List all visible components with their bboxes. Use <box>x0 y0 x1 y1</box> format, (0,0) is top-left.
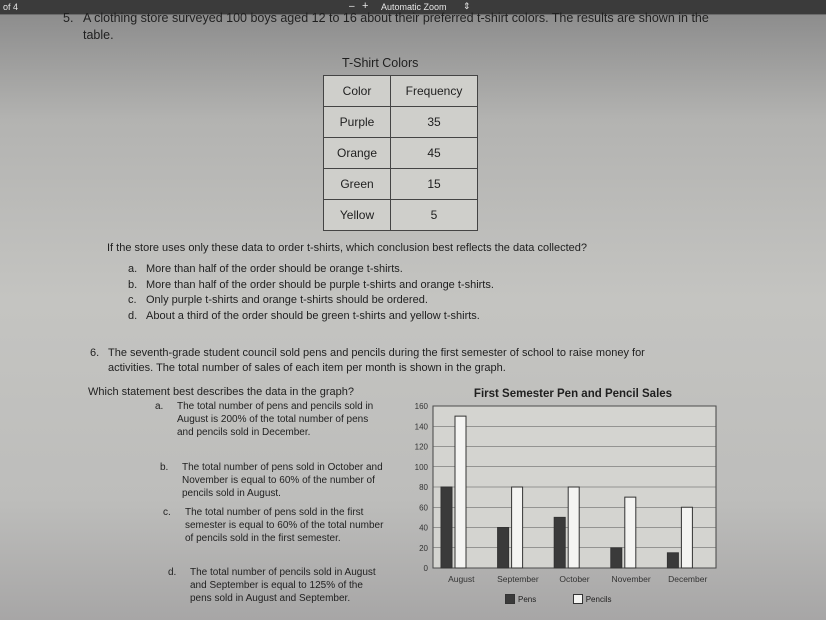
question-5 <box>63 10 709 44</box>
table-row <box>324 138 478 169</box>
question-text-continued: activities. The total number of sales of each item per month is shown in the graph. <box>108 362 506 374</box>
bar-pencils-october <box>568 487 579 568</box>
y-tick-label: 120 <box>414 442 428 452</box>
table-title: T-Shirt Colors <box>342 56 419 70</box>
bar-pencils-december <box>681 507 692 568</box>
question-text-continued: table. <box>83 28 114 42</box>
choice-letter: b. <box>128 278 138 291</box>
x-tick-label: August <box>448 574 475 584</box>
bar-pencils-november <box>625 497 636 568</box>
x-tick-label: December <box>668 574 708 584</box>
choice-text: Only purple t-shirts and orange t-shirts should be ordered. <box>146 294 428 306</box>
choice-b[interactable] <box>128 278 494 294</box>
chart-legend <box>505 594 612 604</box>
question-6 <box>90 346 645 376</box>
page-count: of 4 <box>3 2 19 12</box>
x-tick-label: September <box>497 574 539 584</box>
bar-pens-december <box>667 553 678 568</box>
bar-pens-october <box>554 517 565 568</box>
header-frequency: Frequency <box>391 76 478 107</box>
zoom-select[interactable]: Automatic Zoom <box>381 2 447 12</box>
bar-pens-september <box>498 528 509 569</box>
choice-letter: d. <box>168 567 177 578</box>
choice-letter: c. <box>163 507 171 518</box>
sales-bar-chart <box>400 378 726 618</box>
y-axis-ticks <box>415 402 429 573</box>
choice-d[interactable] <box>168 566 385 606</box>
y-tick-label: 0 <box>423 564 428 573</box>
question-number: 6. <box>90 347 100 359</box>
legend-swatch-pens <box>505 594 515 604</box>
question-number: 5. <box>63 11 74 25</box>
bar-pencils-september <box>512 487 523 568</box>
table-row <box>324 107 478 138</box>
choice-letter: a. <box>155 401 164 412</box>
choice-text: The total number of pencils sold in August and September is equal to 125% of the pens sold in August and September. <box>190 567 376 605</box>
x-tick-label: October <box>559 574 590 584</box>
choice-text: More than half of the order should be orange t-shirts. <box>146 263 403 275</box>
question-5-prompt: If the store uses only these data to order t-shirts, which conclusion best reflects the data collected? <box>107 242 587 254</box>
choice-letter: b. <box>160 462 169 473</box>
choice-text: About a third of the order should be green t-shirts and yellow t-shirts. <box>146 309 480 322</box>
choice-a[interactable] <box>128 262 494 278</box>
y-tick-label: 60 <box>419 503 428 513</box>
choice-letter: d. <box>128 309 138 322</box>
y-tick-label: 100 <box>414 462 428 472</box>
choice-a[interactable] <box>155 400 382 440</box>
cell-color: Yellow <box>324 200 391 231</box>
choice-c[interactable] <box>128 293 494 309</box>
zoom-out-button[interactable]: – <box>349 1 355 12</box>
y-tick-label: 160 <box>414 402 428 411</box>
question-5-choices <box>128 262 494 324</box>
tshirt-table <box>323 75 478 231</box>
cell-frequency: 35 <box>391 107 478 138</box>
choice-c[interactable] <box>163 506 385 546</box>
cell-color: Orange <box>324 138 391 169</box>
legend-label-pens: Pens <box>518 594 537 604</box>
cell-frequency: 5 <box>391 200 478 231</box>
bar-pens-november <box>611 548 622 568</box>
cell-color: Green <box>324 169 391 200</box>
chart-title: First Semester Pen and Pencil Sales <box>473 388 673 400</box>
chart-svg <box>400 378 726 618</box>
legend-label-pencils: Pencils <box>585 594 612 604</box>
header-color: Color <box>324 76 391 107</box>
cell-frequency: 15 <box>391 169 478 200</box>
legend-swatch-pencils <box>573 594 583 604</box>
zoom-in-button[interactable]: + <box>362 0 369 12</box>
choice-letter: c. <box>128 294 137 306</box>
table-header-row <box>324 76 478 107</box>
choice-letter: a. <box>128 263 138 275</box>
bar-pens-august <box>441 487 452 568</box>
y-tick-label: 20 <box>419 543 428 553</box>
y-tick-label: 80 <box>419 483 428 492</box>
y-tick-label: 40 <box>419 523 428 533</box>
table-row <box>324 169 478 200</box>
question-6-prompt: Which statement best describes the data in the graph? <box>88 386 354 398</box>
choice-text: The total number of pens sold in October and November is equal to 60% of the number of pencils sold in August. <box>182 462 383 500</box>
x-tick-label: November <box>611 574 651 584</box>
cell-color: Purple <box>324 107 391 138</box>
question-text: A clothing store surveyed 100 boys aged 12 to 16 about their preferred t-shirt colors. The results are shown in the <box>83 11 709 25</box>
y-tick-label: 140 <box>414 422 428 432</box>
choice-text: More than half of the order should be purple t-shirts and orange t-shirts. <box>146 278 494 291</box>
choice-text: The total number of pens and pencils sold in August is 200% of the total number of pens and pencils sold in December. <box>177 401 374 439</box>
choice-d[interactable] <box>128 309 494 325</box>
bar-pencils-august <box>455 416 466 568</box>
choice-b[interactable] <box>160 461 387 501</box>
question-text: The seventh-grade student council sold pens and pencils during the first semester of school to raise money for <box>108 347 645 359</box>
cell-frequency: 45 <box>391 138 478 169</box>
zoom-chevron-icon[interactable]: ⇕ <box>463 1 471 11</box>
choice-text: The total number of pens sold in the first semester is equal to 60% of the total number of pencils sold in the first semester. <box>185 507 384 545</box>
table-row <box>324 200 478 231</box>
x-axis-labels <box>448 574 707 584</box>
